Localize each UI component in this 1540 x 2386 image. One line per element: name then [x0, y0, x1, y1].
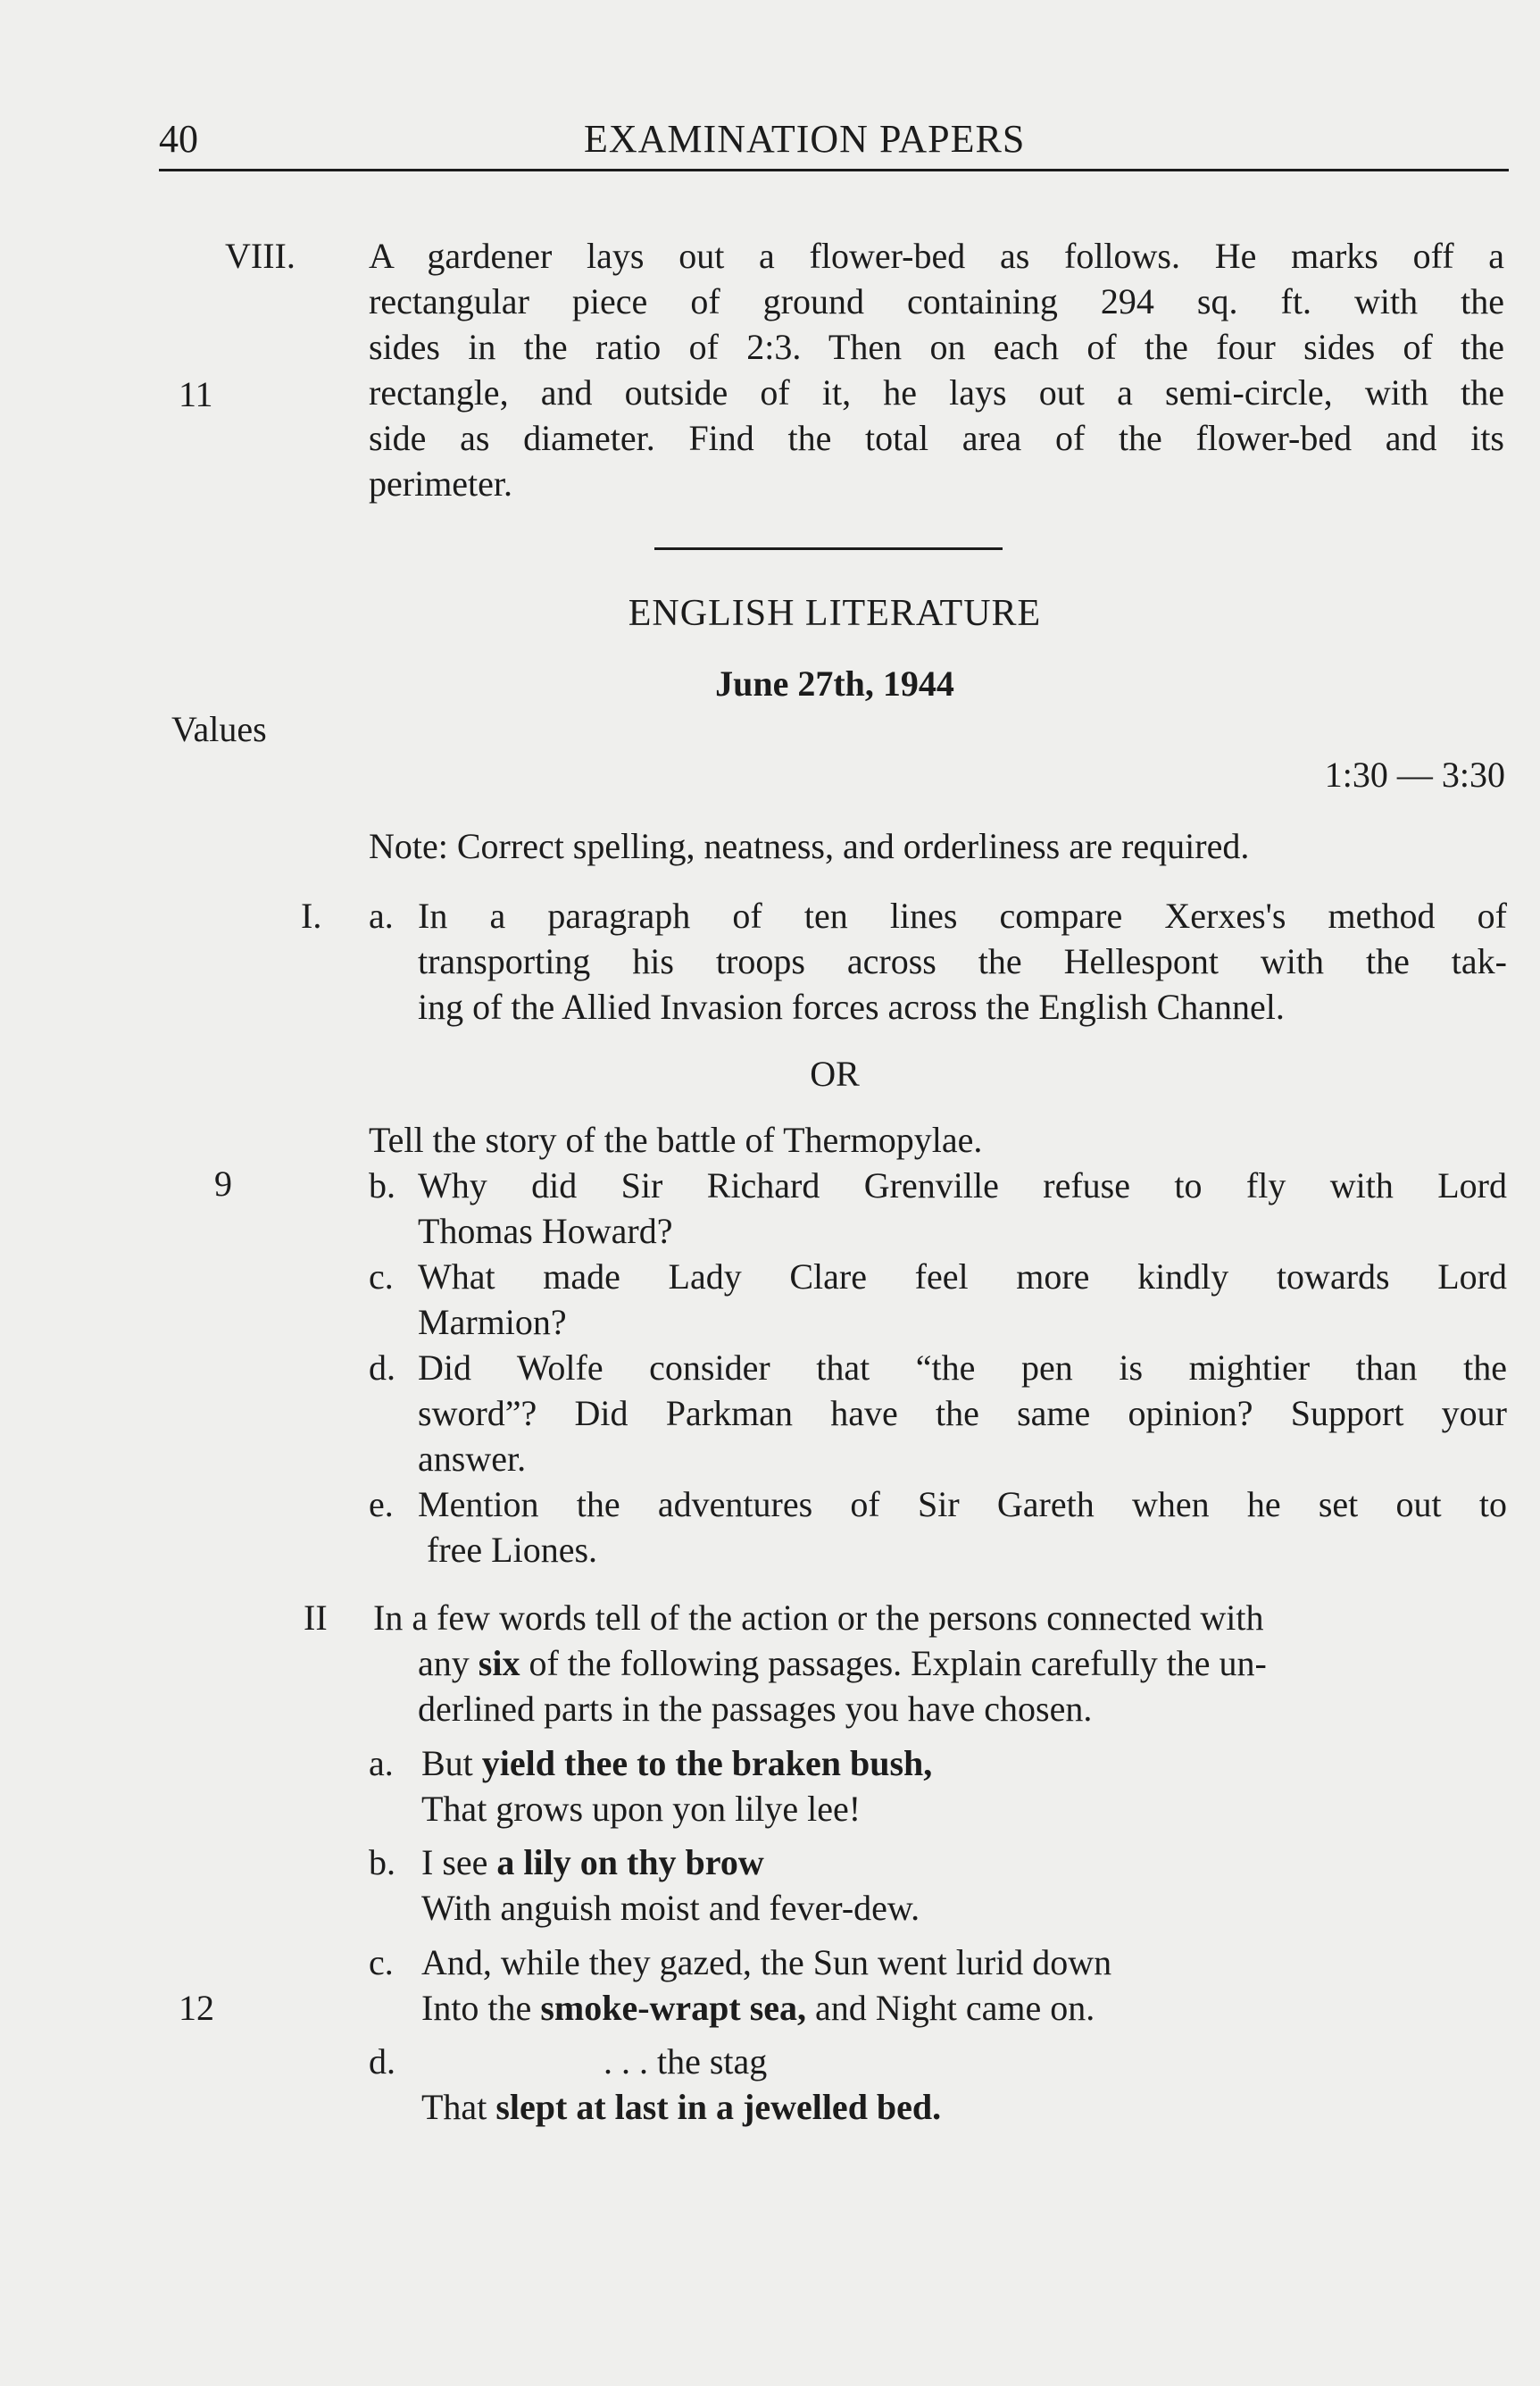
passage-d-line: . . . the stag [604, 2041, 768, 2081]
question-i-c-line: What made Lady Clare feel more kindly towards Lord [418, 1256, 1507, 1297]
question-ii-intro-line [418, 1640, 1267, 1686]
question-i-e-line: free Liones. [427, 1530, 598, 1570]
question-ii-intro-line: derlined parts in the passages you have chosen. [418, 1689, 1093, 1729]
exam-time: 1:30 — 3:30 [1324, 755, 1505, 795]
item-label: d. [369, 1347, 395, 1388]
item-label: c. [369, 1942, 394, 1982]
passage-a-line [421, 1740, 932, 1786]
or-separator: OR [810, 1054, 860, 1094]
item-label: a. [369, 896, 394, 936]
intro-text: any [418, 1643, 479, 1683]
underlined-part: slept at last in a jewelled bed. [495, 2087, 942, 2127]
passage-a-line: That grows upon yon lilye lee! [421, 1789, 862, 1829]
question-i-a-line: ing of the Allied Invasion forces across the English Channel. [418, 987, 1285, 1027]
question-i-a-line: In a paragraph of ten lines compare Xerxes's method of [418, 896, 1507, 936]
running-title: EXAMINATION PAPERS [584, 117, 1026, 161]
question-viii-line: perimeter. [369, 463, 513, 504]
passage-c-line [421, 1985, 1095, 2031]
question-i-e-line: Mention the adventures of Sir Gareth when he set out to [418, 1484, 1507, 1524]
item-label: e. [369, 1484, 394, 1524]
question-viii-line: sides in the ratio of 2:3. Then on each of the four sides of the [369, 327, 1504, 367]
passage-text: But [421, 1743, 482, 1783]
question-ii-value: 12 [179, 1988, 214, 2028]
exam-date: June 27th, 1944 [715, 663, 954, 704]
emphasis-six: six [478, 1643, 520, 1683]
section-title: ENGLISH LITERATURE [628, 593, 1042, 634]
intro-text: of the following passages. Explain carefully the un- [520, 1643, 1267, 1683]
question-i-value: 9 [214, 1164, 232, 1204]
question-viii-label: VIII. [225, 236, 296, 276]
question-i-a-line: transporting his troops across the Hellespont with the tak- [418, 941, 1507, 981]
passage-text: Into the [421, 1988, 541, 2028]
question-viii-line: rectangle, and outside of it, he lays out a semi-circle, with the [369, 372, 1504, 413]
exam-note: Note: Correct spelling, neatness, and orderliness are required. [369, 826, 1250, 866]
question-viii-value: 11 [179, 374, 213, 414]
passage-text: That [421, 2087, 496, 2127]
passage-text: and Night came on. [806, 1988, 1095, 2028]
underlined-part: smoke-wrapt sea, [540, 1988, 807, 2028]
header-rule [159, 169, 1509, 171]
item-label: b. [369, 1842, 395, 1882]
question-i-d-line: sword”? Did Parkman have the same opinion? Support your [418, 1393, 1507, 1433]
page-header [159, 116, 1507, 170]
passage-text: I see [421, 1842, 497, 1882]
item-label: c. [369, 1256, 394, 1297]
passage-c-line: And, while they gazed, the Sun went lurid down [421, 1942, 1112, 1982]
item-label: b. [369, 1165, 395, 1206]
item-label: d. [369, 2041, 395, 2081]
question-i-b-line: Why did Sir Richard Grenville refuse to fly with Lord [418, 1165, 1507, 1206]
question-viii-line: side as diameter. Find the total area of the flower-bed and its [369, 418, 1504, 458]
question-ii-intro-line: In a few words tell of the action or the persons connected with [373, 1598, 1264, 1638]
question-i-d-line: answer. [418, 1439, 527, 1479]
passage-d-line [421, 2084, 941, 2130]
question-i-c-line: Marmion? [418, 1302, 567, 1342]
section-divider [654, 547, 1003, 550]
question-i-b-line: Thomas Howard? [418, 1211, 673, 1251]
item-label: a. [369, 1743, 394, 1783]
values-label: Values [171, 709, 267, 749]
question-i-alternative: Tell the story of the battle of Thermopylae. [369, 1120, 983, 1160]
question-ii-label: II [304, 1598, 328, 1638]
question-i-d-line: Did Wolfe consider that “the pen is mightier than the [418, 1347, 1507, 1388]
question-i-label: I. [301, 896, 322, 936]
underlined-part: yield thee to the braken bush, [481, 1743, 933, 1783]
question-viii-line: A gardener lays out a flower-bed as follows. He marks off a [369, 236, 1504, 276]
underlined-part: a lily on thy brow [496, 1842, 764, 1882]
passage-b-line [421, 1840, 764, 1885]
passage-b-line: With anguish moist and fever-dew. [421, 1888, 920, 1928]
page-number: 40 [159, 117, 198, 161]
question-viii-line: rectangular piece of ground containing 294 sq. ft. with the [369, 281, 1504, 321]
